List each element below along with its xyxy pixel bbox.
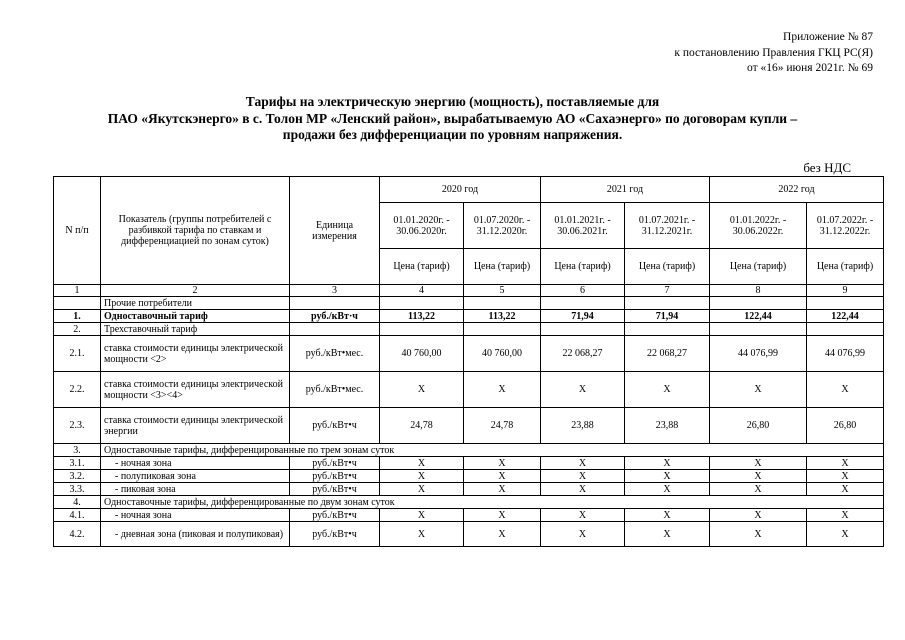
header-indicator: Показатель (группы потребителей с разбивкой тарифа по ставкам и дифференциацией по зонам суток) <box>101 177 290 285</box>
row-num: 4. <box>54 496 101 509</box>
appendix-block <box>674 30 873 77</box>
row-num: 2.3. <box>54 408 101 444</box>
header-price: Цена (тариф) <box>807 249 884 285</box>
row-num: 3.1. <box>54 457 101 470</box>
row-unit <box>290 323 380 336</box>
row-value: X <box>541 372 625 408</box>
row-value: 40 760,00 <box>464 336 541 372</box>
row-value: X <box>380 522 464 547</box>
row-value: X <box>625 457 710 470</box>
header-price: Цена (тариф) <box>541 249 625 285</box>
row-value: X <box>625 483 710 496</box>
header-period: 01.01.2021г. - 30.06.2021г. <box>541 203 625 249</box>
document-title <box>40 94 865 144</box>
row-value: X <box>380 483 464 496</box>
header-period: 01.01.2020г. - 30.06.2020г. <box>380 203 464 249</box>
row-value: 44 076,99 <box>807 336 884 372</box>
row-unit: руб./кВт•ч <box>290 470 380 483</box>
row-num: 2.2. <box>54 372 101 408</box>
row-value: 26,80 <box>710 408 807 444</box>
row-value: 24,78 <box>380 408 464 444</box>
row-indicator: Прочие потребители <box>101 297 290 310</box>
title-line-2: ПАО «Якутскэнерго» в с. Толон МР «Ленский район», вырабатываемую АО «Сахаэнерго» по договорам купли – <box>107 110 798 126</box>
row-value: X <box>541 457 625 470</box>
table-row <box>54 496 884 509</box>
row-value: X <box>710 522 807 547</box>
row-value: X <box>541 509 625 522</box>
row-value: X <box>807 457 884 470</box>
row-value <box>807 323 884 336</box>
row-value <box>541 323 625 336</box>
row-unit: руб./кВт•мес. <box>290 372 380 408</box>
table-row <box>54 408 884 444</box>
row-value: X <box>710 457 807 470</box>
table-row <box>54 310 884 323</box>
table-row <box>54 470 884 483</box>
row-value: X <box>807 483 884 496</box>
header-price: Цена (тариф) <box>625 249 710 285</box>
row-unit: руб./кВт•ч <box>290 509 380 522</box>
row-value: X <box>807 522 884 547</box>
row-indicator: - пиковая зона <box>101 483 290 496</box>
row-value <box>464 323 541 336</box>
row-unit: руб./кВт•ч <box>290 408 380 444</box>
title-line-1: Тарифы на электрическую энергию (мощность), поставляемые для <box>245 94 660 109</box>
row-indicator: - дневная зона (пиковая и полупиковая) <box>101 522 290 547</box>
row-value: X <box>807 509 884 522</box>
row-value: X <box>625 522 710 547</box>
row-indicator: Одноставочный тариф <box>101 310 290 323</box>
column-number: 5 <box>464 285 541 297</box>
column-number: 2 <box>101 285 290 297</box>
table-row <box>54 522 884 547</box>
row-num: 2.1. <box>54 336 101 372</box>
appendix-line-1: Приложение № 87 <box>783 31 873 43</box>
row-value <box>710 297 807 310</box>
row-value <box>541 297 625 310</box>
header-period: 01.07.2020г. - 31.12.2020г. <box>464 203 541 249</box>
row-indicator: ставка стоимости единицы электрической энергии <box>101 408 290 444</box>
title-line-3: продажи без дифференциации по уровням напряжения. <box>282 127 623 142</box>
table-row <box>54 372 884 408</box>
row-section-title: Одноставочные тарифы, дифференцированные по двум зонам суток <box>101 496 884 509</box>
appendix-line-3: от «16» июня 2021г. № 69 <box>747 62 873 74</box>
header-num: N п/п <box>54 177 101 285</box>
row-value: 113,22 <box>380 310 464 323</box>
column-number: 1 <box>54 285 101 297</box>
row-value <box>380 297 464 310</box>
row-value: 23,88 <box>541 408 625 444</box>
row-value: X <box>464 372 541 408</box>
row-value: 113,22 <box>464 310 541 323</box>
row-value: X <box>380 457 464 470</box>
table-row <box>54 444 884 457</box>
column-number: 8 <box>710 285 807 297</box>
table-row <box>54 509 884 522</box>
column-number: 9 <box>807 285 884 297</box>
row-num: 4.1. <box>54 509 101 522</box>
header-unit: Единица измерения <box>290 177 380 285</box>
vat-note: без НДС <box>803 160 851 175</box>
header-period: 01.07.2022г. - 31.12.2022г. <box>807 203 884 249</box>
row-value: X <box>380 509 464 522</box>
table-row <box>54 323 884 336</box>
row-value: X <box>541 483 625 496</box>
column-number: 3 <box>290 285 380 297</box>
row-value: X <box>380 470 464 483</box>
row-value: X <box>464 509 541 522</box>
row-value: 22 068,27 <box>625 336 710 372</box>
row-value: 23,88 <box>625 408 710 444</box>
row-value: 40 760,00 <box>380 336 464 372</box>
row-unit: руб./кВт•мес. <box>290 336 380 372</box>
row-value <box>625 323 710 336</box>
column-number: 7 <box>625 285 710 297</box>
header-price: Цена (тариф) <box>380 249 464 285</box>
row-unit: руб./кВт•ч <box>290 483 380 496</box>
row-value: 122,44 <box>807 310 884 323</box>
row-num: 2. <box>54 323 101 336</box>
row-value <box>380 323 464 336</box>
row-value: X <box>541 470 625 483</box>
row-value: 71,94 <box>625 310 710 323</box>
row-value: X <box>464 522 541 547</box>
row-value: 24,78 <box>464 408 541 444</box>
row-value: X <box>710 470 807 483</box>
row-value <box>464 297 541 310</box>
table-row <box>54 483 884 496</box>
row-indicator: - ночная зона <box>101 457 290 470</box>
row-num: 3. <box>54 444 101 457</box>
row-value: X <box>464 483 541 496</box>
row-unit: руб./кВт•ч <box>290 522 380 547</box>
row-value: X <box>807 470 884 483</box>
row-indicator: - ночная зона <box>101 509 290 522</box>
row-indicator: Трехставочный тариф <box>101 323 290 336</box>
row-unit <box>290 297 380 310</box>
row-unit: руб./кВт•ч <box>290 457 380 470</box>
row-value: X <box>807 372 884 408</box>
header-period: 01.07.2021г. - 31.12.2021г. <box>625 203 710 249</box>
row-value: X <box>464 470 541 483</box>
row-value: 71,94 <box>541 310 625 323</box>
row-indicator: ставка стоимости единицы электрической мощности <3><4> <box>101 372 290 408</box>
table-row <box>54 336 884 372</box>
header-year-2022: 2022 год <box>710 177 884 203</box>
row-value: X <box>464 457 541 470</box>
table-row <box>54 297 884 310</box>
row-num <box>54 297 101 310</box>
row-value: 26,80 <box>807 408 884 444</box>
row-unit: руб./кВт·ч <box>290 310 380 323</box>
header-year-2021: 2021 год <box>541 177 710 203</box>
row-value: X <box>625 509 710 522</box>
header-price: Цена (тариф) <box>464 249 541 285</box>
row-value: X <box>541 522 625 547</box>
row-value: X <box>710 483 807 496</box>
row-num: 1. <box>54 310 101 323</box>
row-value <box>625 297 710 310</box>
row-num: 3.2. <box>54 470 101 483</box>
row-section-title: Одноставочные тарифы, дифференцированные по трем зонам суток <box>101 444 884 457</box>
row-value <box>807 297 884 310</box>
tariff-table <box>53 176 884 547</box>
row-num: 4.2. <box>54 522 101 547</box>
header-price: Цена (тариф) <box>710 249 807 285</box>
row-value: X <box>625 372 710 408</box>
column-number: 4 <box>380 285 464 297</box>
row-indicator: - полупиковая зона <box>101 470 290 483</box>
row-value: 22 068,27 <box>541 336 625 372</box>
header-year-2020: 2020 год <box>380 177 541 203</box>
row-value: X <box>380 372 464 408</box>
row-value: 122,44 <box>710 310 807 323</box>
row-num: 3.3. <box>54 483 101 496</box>
header-period: 01.01.2022г. - 30.06.2022г. <box>710 203 807 249</box>
appendix-line-2: к постановлению Правления ГКЦ РС(Я) <box>674 46 873 59</box>
table-row <box>54 457 884 470</box>
row-indicator: ставка стоимости единицы электрической мощности <2> <box>101 336 290 372</box>
row-value: X <box>625 470 710 483</box>
column-number: 6 <box>541 285 625 297</box>
row-value <box>710 323 807 336</box>
row-value: 44 076,99 <box>710 336 807 372</box>
row-value: X <box>710 509 807 522</box>
row-value: X <box>710 372 807 408</box>
